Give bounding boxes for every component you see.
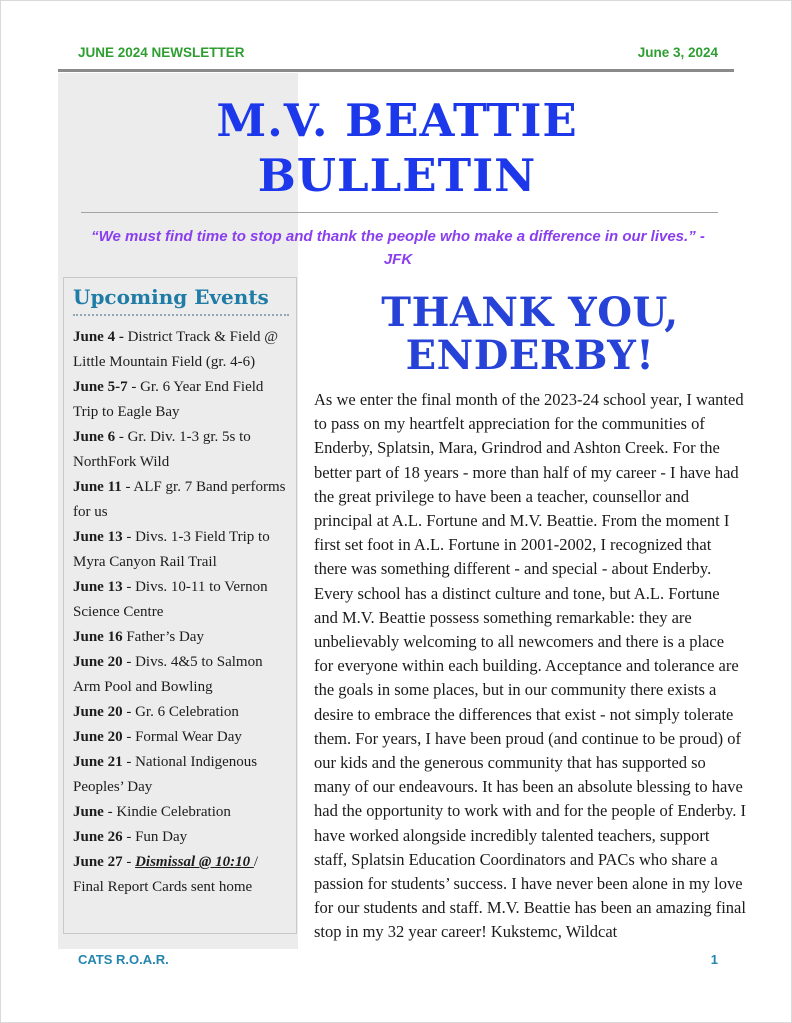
event-item [73, 725, 289, 750]
event-text: - Divs. 4&5 to Salmon Arm Pool and Bowling [73, 654, 263, 695]
event-item [73, 625, 289, 650]
event-date: June 5-7 [73, 379, 128, 395]
event-date: June 26 [73, 829, 123, 845]
page-header [78, 45, 718, 60]
event-suffix: / Final Report Cards sent home [73, 854, 259, 895]
event-date: June 21 [73, 754, 123, 770]
event-text: District Track & Field @ Little Mountain Field (gr. 4-6) [73, 329, 279, 370]
upcoming-events-heading: Upcoming Events [73, 285, 269, 309]
event-date: June 4 - [73, 329, 128, 345]
dotted-divider [73, 314, 289, 316]
event-text: - ALF gr. 7 Band performs for us [73, 479, 286, 520]
newsletter-label: JUNE 2024 NEWSLETTER [78, 45, 245, 60]
event-date: June 6 [73, 429, 116, 445]
event-item [73, 700, 289, 725]
event-item [73, 800, 289, 825]
page-footer [78, 952, 718, 967]
event-text: - Divs. 1-3 Field Trip to Myra Canyon Rail Trail [73, 529, 270, 570]
header-divider [58, 69, 734, 72]
event-item [73, 525, 289, 575]
article-body: As we enter the final month of the 2023-24 school year, I wanted to pass on my heartfelt appreciation for the communities of Enderby, Splatsin, Mara, Grindrod and Ashton Creek. For the better part of 18 years - more than half of my career - I have had the great privilege to have been a teacher, counsellor and principal at A.L. Fortune and M.V. Beattie. From the moment I first set foot in A.L. Fortune in 2001-2002, I recognized that there was something different - and special - about Enderby. Every school has a distinct culture and tone, but A.L. Fortune and M.V. Beattie possess something remarkable: they are unbelievably welcoming to all newcomers and there is a place for everyone within each building. Acceptance and tolerance are the goals in some places, but in our community there exists a desire to embrace the differences that exist - not simply tolerate them. For years, I have been proud (and continue to be proud) of our kids and the generous community that has supported so many of our endeavours. It has been an absolute blessing to have had the opportunity to work with and for the people of Enderby. I have worked alongside incredibly talented teachers, support staff, Splatsin Education Coordinators and PACs who share a passion for students’ success. I have never been alone in my love for our students and staff. M.V. Beattie has been an amazing final stop in my 32 year career! Kukstemc, Wildcat [314, 390, 746, 942]
event-date: June 20 [73, 654, 123, 670]
footer-motto: CATS R.O.A.R. [78, 952, 169, 967]
event-text: - [122, 854, 136, 870]
masthead-title-line1: M.V. BEATTIE [216, 94, 578, 147]
event-emphasis: Dismissal @ 10:10 [135, 854, 254, 870]
event-date: June 11 [73, 479, 122, 495]
event-text: - Gr. 6 Celebration [122, 704, 239, 720]
event-text: - Kindie Celebration [103, 804, 231, 820]
event-date: June 13 [73, 529, 123, 545]
event-date: June 20 [73, 729, 123, 745]
event-date: June 20 [73, 704, 123, 720]
event-text: - National Indigenous Peoples’ Day [73, 754, 258, 795]
event-text: - Formal Wear Day [122, 729, 242, 745]
page-number: 1 [710, 952, 718, 967]
event-date: June 16 [73, 629, 123, 645]
event-text: - Divs. 10-11 to Vernon Science Centre [73, 579, 268, 620]
event-text: - Gr. 6 Year End Field Trip to Eagle Bay [73, 379, 264, 420]
quote-text: “We must find time to stop and thank the people who make a difference in our lives.” - JFK [91, 228, 705, 268]
article-heading [314, 291, 746, 377]
event-item [73, 325, 289, 375]
masthead-divider [81, 212, 718, 213]
event-text: - Gr. Div. 1-3 gr. 5s to NorthFork Wild [73, 429, 251, 470]
upcoming-events-panel [63, 277, 297, 934]
event-item [73, 825, 289, 850]
event-date: June 27 [73, 854, 123, 870]
article-heading-line2: ENDERBY! [405, 332, 655, 379]
event-item [73, 575, 289, 625]
event-date: June [73, 804, 104, 820]
event-item [73, 425, 289, 475]
event-item [73, 850, 289, 900]
event-item [73, 750, 289, 800]
event-item [73, 475, 289, 525]
event-text: - Fun Day [122, 829, 188, 845]
events-list [73, 325, 289, 900]
event-text: Father’s Day [122, 629, 204, 645]
header-date: June 3, 2024 [637, 45, 718, 60]
article-heading-line1: THANK YOU, [381, 289, 679, 336]
article [314, 291, 746, 945]
event-item [73, 650, 289, 700]
masthead-title-line2: BULLETIN [257, 149, 537, 202]
event-item [73, 375, 289, 425]
event-date: June 13 [73, 579, 123, 595]
masthead-title [58, 93, 736, 203]
